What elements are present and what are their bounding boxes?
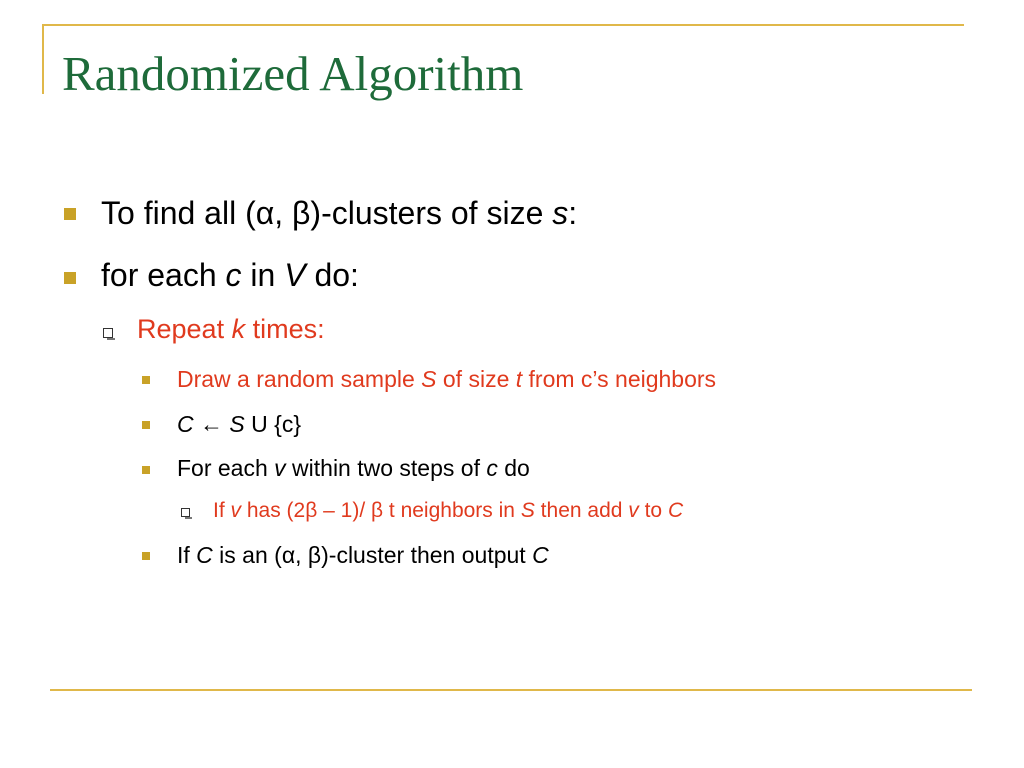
left-rule <box>42 24 44 94</box>
slide-title: Randomized Algorithm <box>62 46 524 101</box>
line-repeat-k: Repeat k times: <box>137 314 325 344</box>
line-assign-c: C ← S U {c} <box>177 411 302 437</box>
line-for-each-c: for each c in V do: <box>101 257 359 293</box>
bullet-square-icon <box>142 376 150 384</box>
bullet-hollow-square-icon <box>103 328 113 338</box>
line-find-clusters: To find all (α, β)-clusters of size s: <box>101 195 578 231</box>
bullet-square-icon <box>142 421 150 429</box>
bullet-square-icon <box>64 208 76 220</box>
line-draw-sample: Draw a random sample S of size t from c’s neighbors <box>177 366 717 392</box>
line-output-c: If C is an (α, β)-cluster then output C <box>177 542 549 568</box>
bullet-square-icon <box>142 466 150 474</box>
bullet-square-icon <box>142 552 150 560</box>
line-if-v-neighbors: If v has (2β – 1)/ β t neighbors in S then add v to C <box>213 499 684 522</box>
bullet-hollow-square-icon <box>181 508 190 517</box>
top-rule <box>42 24 964 26</box>
bullet-square-icon <box>64 272 76 284</box>
bottom-rule <box>50 689 972 691</box>
line-for-each-v: For each v within two steps of c do <box>177 455 530 481</box>
